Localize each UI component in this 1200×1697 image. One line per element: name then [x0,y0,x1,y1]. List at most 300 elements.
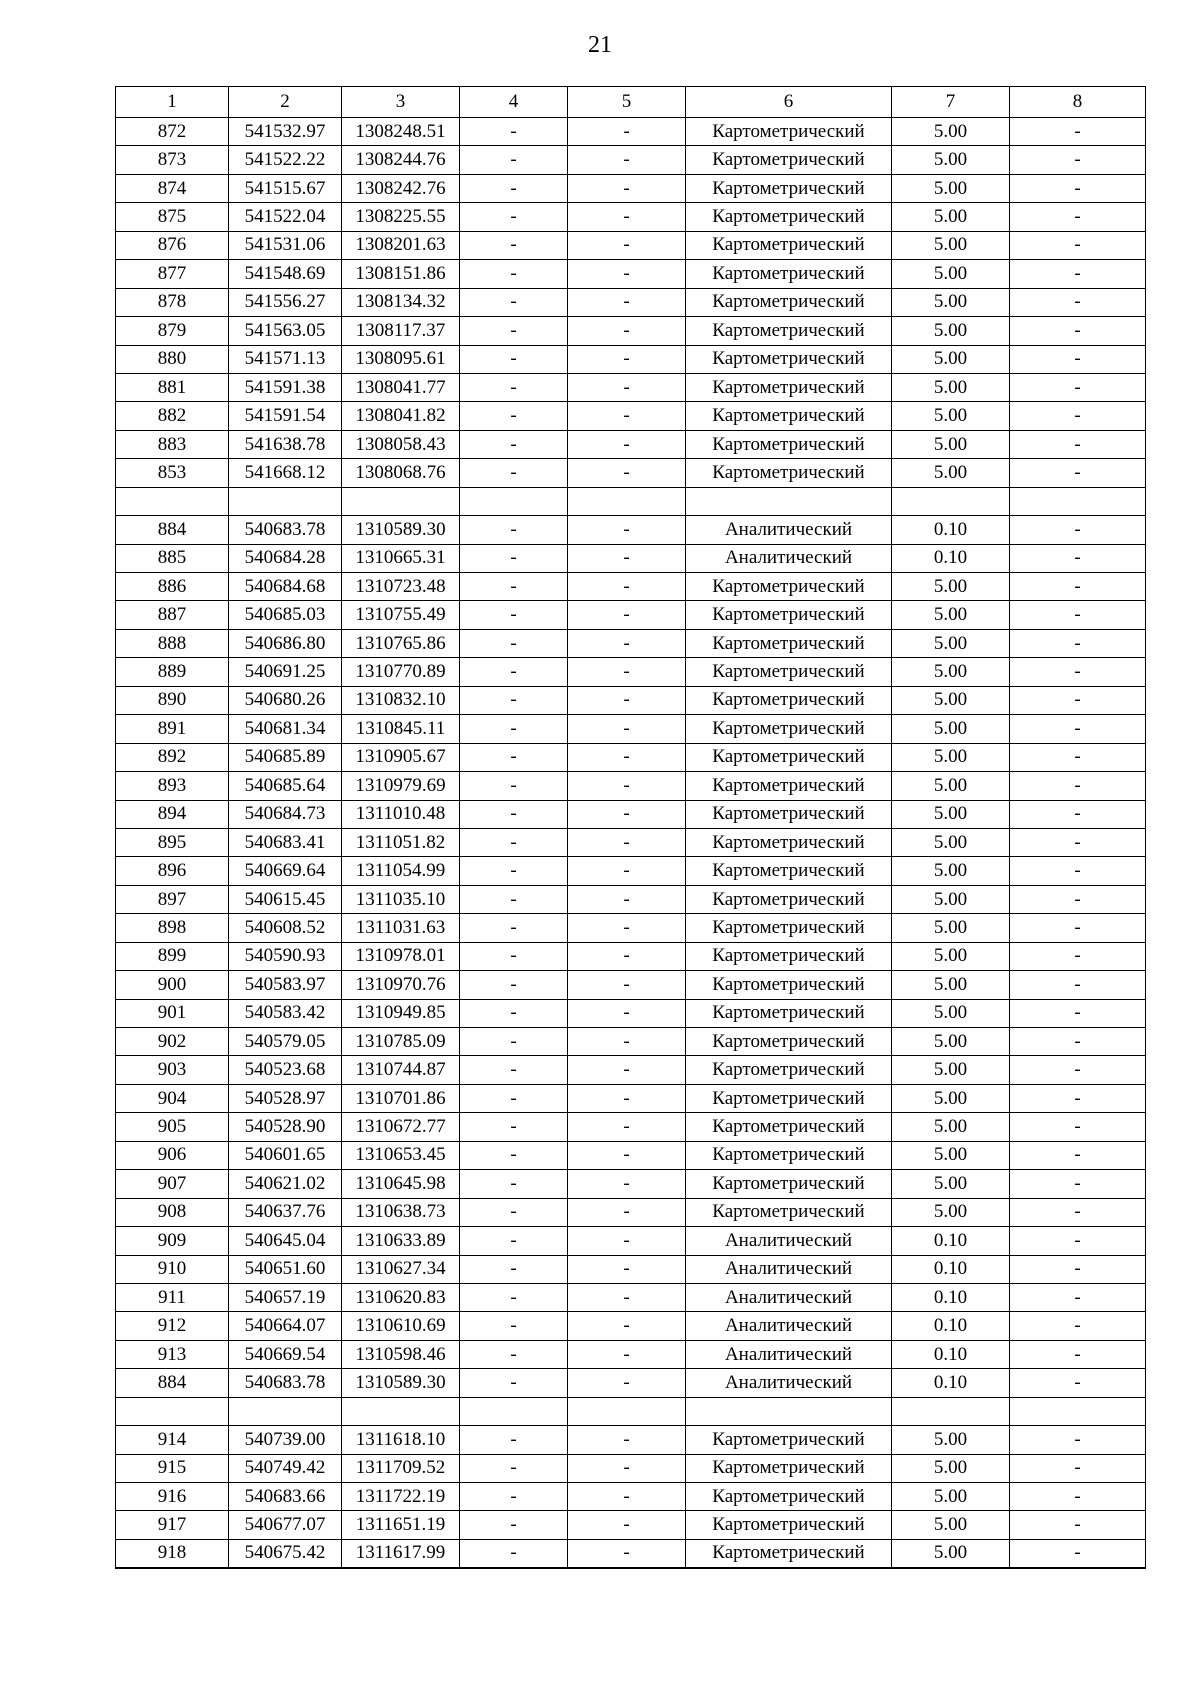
y-coordinate-cell: 1308242.76 [342,174,460,202]
method-cell: Картометрический [686,317,892,345]
y-coordinate-cell: 1311651.19 [342,1511,460,1539]
y-coordinate-cell: 1311010.48 [342,800,460,828]
column-header: 4 [460,87,568,118]
y-coordinate-cell: 1310832.10 [342,686,460,714]
point-number-cell: 908 [116,1198,229,1226]
table-row [116,1369,1146,1397]
y-coordinate-cell: 1310627.34 [342,1255,460,1283]
accuracy-cell: 5.00 [892,373,1010,401]
column-5-cell: - [568,1369,686,1397]
point-number-cell: 916 [116,1483,229,1511]
column-4-cell: - [460,914,568,942]
y-coordinate-cell: 1308095.61 [342,345,460,373]
table-row [116,914,1146,942]
x-coordinate-cell: 541563.05 [229,317,342,345]
table-row [116,1397,1146,1425]
method-cell [686,1397,892,1425]
x-coordinate-cell: 540669.64 [229,857,342,885]
point-number-cell: 914 [116,1426,229,1454]
x-coordinate-cell: 540686.80 [229,629,342,657]
point-number-cell [116,487,229,515]
column-5-cell: - [568,1084,686,1112]
x-coordinate-cell: 540683.66 [229,1483,342,1511]
table-row [116,1312,1146,1340]
table-row [116,1539,1146,1567]
x-coordinate-cell: 541548.69 [229,260,342,288]
column-5-cell [568,487,686,515]
table-header-row [116,87,1146,118]
accuracy-cell: 5.00 [892,573,1010,601]
y-coordinate-cell: 1310845.11 [342,715,460,743]
method-cell: Картометрический [686,601,892,629]
method-cell: Картометрический [686,402,892,430]
column-8-cell: - [1010,1227,1146,1255]
column-4-cell: - [460,1028,568,1056]
accuracy-cell: 0.10 [892,1255,1010,1283]
column-8-cell: - [1010,1483,1146,1511]
method-cell: Аналитический [686,544,892,572]
y-coordinate-cell: 1310949.85 [342,999,460,1027]
point-number-cell: 918 [116,1539,229,1567]
column-8-cell: - [1010,1255,1146,1283]
column-5-cell: - [568,317,686,345]
y-coordinate-cell: 1310665.31 [342,544,460,572]
y-coordinate-cell: 1310978.01 [342,942,460,970]
column-8-cell: - [1010,118,1146,146]
accuracy-cell: 5.00 [892,317,1010,345]
column-4-cell: - [460,345,568,373]
table-row [116,629,1146,657]
y-coordinate-cell: 1311722.19 [342,1483,460,1511]
x-coordinate-cell: 540684.68 [229,573,342,601]
method-cell: Картометрический [686,971,892,999]
point-number-cell: 900 [116,971,229,999]
column-header: 7 [892,87,1010,118]
column-8-cell: - [1010,459,1146,487]
method-cell: Аналитический [686,1369,892,1397]
column-5-cell: - [568,715,686,743]
y-coordinate-cell: 1311054.99 [342,857,460,885]
y-coordinate-cell: 1310645.98 [342,1170,460,1198]
column-4-cell: - [460,544,568,572]
accuracy-cell: 5.00 [892,231,1010,259]
accuracy-cell: 5.00 [892,1084,1010,1112]
column-5-cell: - [568,174,686,202]
column-8-cell: - [1010,373,1146,401]
column-4-cell: - [460,1312,568,1340]
point-number-cell: 915 [116,1454,229,1482]
column-4-cell: - [460,715,568,743]
column-4-cell: - [460,288,568,316]
column-5-cell: - [568,885,686,913]
column-5-cell: - [568,288,686,316]
column-8-cell: - [1010,828,1146,856]
x-coordinate-cell: 540664.07 [229,1312,342,1340]
table-row [116,544,1146,572]
column-8-cell: - [1010,1141,1146,1169]
point-number-cell: 884 [116,1369,229,1397]
x-coordinate-cell: 540739.00 [229,1426,342,1454]
column-4-cell: - [460,828,568,856]
y-coordinate-cell: 1310638.73 [342,1198,460,1226]
x-coordinate-cell: 540685.64 [229,772,342,800]
method-cell: Картометрический [686,430,892,458]
column-8-cell: - [1010,146,1146,174]
column-8-cell: - [1010,772,1146,800]
table-row [116,686,1146,714]
method-cell: Картометрический [686,288,892,316]
method-cell: Картометрический [686,260,892,288]
column-4-cell: - [460,1483,568,1511]
point-number-cell: 888 [116,629,229,657]
accuracy-cell: 5.00 [892,430,1010,458]
column-5-cell: - [568,601,686,629]
y-coordinate-cell: 1310979.69 [342,772,460,800]
method-cell: Картометрический [686,686,892,714]
method-cell: Картометрический [686,942,892,970]
coordinates-table [115,86,1146,1569]
column-8-cell: - [1010,1340,1146,1368]
x-coordinate-cell: 540615.45 [229,885,342,913]
table-row [116,1056,1146,1084]
x-coordinate-cell: 541522.22 [229,146,342,174]
column-4-cell: - [460,942,568,970]
y-coordinate-cell: 1310620.83 [342,1283,460,1311]
y-coordinate-cell: 1310723.48 [342,573,460,601]
y-coordinate-cell: 1308225.55 [342,203,460,231]
point-number-cell: 896 [116,857,229,885]
column-4-cell: - [460,686,568,714]
column-4-cell: - [460,1511,568,1539]
x-coordinate-cell: 540683.41 [229,828,342,856]
x-coordinate-cell: 540657.19 [229,1283,342,1311]
column-4-cell: - [460,174,568,202]
column-8-cell: - [1010,1511,1146,1539]
column-8-cell: - [1010,999,1146,1027]
table-row [116,260,1146,288]
point-number-cell: 903 [116,1056,229,1084]
table-row [116,1198,1146,1226]
column-5-cell: - [568,1312,686,1340]
method-cell: Картометрический [686,629,892,657]
table-body [116,87,1146,1568]
column-5-cell: - [568,743,686,771]
method-cell: Аналитический [686,1255,892,1283]
method-cell: Картометрический [686,118,892,146]
column-4-cell: - [460,146,568,174]
accuracy-cell: 5.00 [892,999,1010,1027]
y-coordinate-cell: 1310755.49 [342,601,460,629]
y-coordinate-cell: 1310589.30 [342,516,460,544]
x-coordinate-cell: 540608.52 [229,914,342,942]
accuracy-cell: 0.10 [892,1312,1010,1340]
x-coordinate-cell: 540590.93 [229,942,342,970]
column-4-cell: - [460,430,568,458]
point-number-cell: 891 [116,715,229,743]
point-number-cell: 882 [116,402,229,430]
table-row [116,857,1146,885]
column-5-cell: - [568,1539,686,1567]
accuracy-cell: 5.00 [892,857,1010,885]
column-5-cell: - [568,1141,686,1169]
column-header: 6 [686,87,892,118]
column-4-cell: - [460,516,568,544]
column-8-cell: - [1010,942,1146,970]
table-row [116,715,1146,743]
column-5-cell: - [568,402,686,430]
accuracy-cell: 5.00 [892,629,1010,657]
x-coordinate-cell: 540675.42 [229,1539,342,1567]
point-number-cell: 875 [116,203,229,231]
table-row [116,1283,1146,1311]
y-coordinate-cell: 1311618.10 [342,1426,460,1454]
column-5-cell: - [568,1426,686,1454]
y-coordinate-cell: 1310765.86 [342,629,460,657]
accuracy-cell: 0.10 [892,516,1010,544]
method-cell: Картометрический [686,658,892,686]
x-coordinate-cell: 541638.78 [229,430,342,458]
y-coordinate-cell: 1308117.37 [342,317,460,345]
table-row [116,174,1146,202]
column-5-cell: - [568,1454,686,1482]
y-coordinate-cell: 1308068.76 [342,459,460,487]
x-coordinate-cell: 540579.05 [229,1028,342,1056]
column-8-cell: - [1010,914,1146,942]
point-number-cell: 904 [116,1084,229,1112]
accuracy-cell: 5.00 [892,174,1010,202]
column-5-cell: - [568,260,686,288]
y-coordinate-cell: 1308151.86 [342,260,460,288]
column-8-cell: - [1010,1454,1146,1482]
accuracy-cell: 5.00 [892,1198,1010,1226]
y-coordinate-cell: 1310610.69 [342,1312,460,1340]
column-4-cell: - [460,402,568,430]
column-header: 3 [342,87,460,118]
column-4-cell: - [460,1056,568,1084]
method-cell: Картометрический [686,231,892,259]
column-header: 1 [116,87,229,118]
accuracy-cell: 5.00 [892,1141,1010,1169]
x-coordinate-cell: 540621.02 [229,1170,342,1198]
column-4-cell: - [460,1255,568,1283]
accuracy-cell: 5.00 [892,1170,1010,1198]
x-coordinate-cell: 540684.73 [229,800,342,828]
x-coordinate-cell: 540583.42 [229,999,342,1027]
method-cell: Картометрический [686,885,892,913]
point-number-cell: 892 [116,743,229,771]
table-row [116,1340,1146,1368]
column-8-cell: - [1010,573,1146,601]
x-coordinate-cell: 541556.27 [229,288,342,316]
point-number-cell: 878 [116,288,229,316]
column-5-cell: - [568,345,686,373]
table-row [116,885,1146,913]
y-coordinate-cell: 1310970.76 [342,971,460,999]
column-5-cell: - [568,1056,686,1084]
accuracy-cell: 5.00 [892,203,1010,231]
column-8-cell: - [1010,743,1146,771]
method-cell: Аналитический [686,516,892,544]
point-number-cell: 913 [116,1340,229,1368]
method-cell: Картометрический [686,203,892,231]
accuracy-cell: 5.00 [892,402,1010,430]
method-cell [686,487,892,515]
method-cell: Аналитический [686,1312,892,1340]
column-5-cell: - [568,373,686,401]
accuracy-cell: 5.00 [892,146,1010,174]
method-cell: Картометрический [686,1141,892,1169]
point-number-cell: 907 [116,1170,229,1198]
point-number-cell: 912 [116,1312,229,1340]
column-4-cell: - [460,885,568,913]
method-cell: Картометрический [686,1483,892,1511]
method-cell: Картометрический [686,1198,892,1226]
column-5-cell: - [568,800,686,828]
column-5-cell: - [568,828,686,856]
point-number-cell: 917 [116,1511,229,1539]
accuracy-cell: 5.00 [892,1056,1010,1084]
point-number-cell: 853 [116,459,229,487]
column-4-cell: - [460,743,568,771]
column-5-cell: - [568,857,686,885]
table-row [116,373,1146,401]
table-row [116,772,1146,800]
table-row [116,231,1146,259]
x-coordinate-cell: 540645.04 [229,1227,342,1255]
column-4-cell: - [460,1283,568,1311]
accuracy-cell: 0.10 [892,1227,1010,1255]
y-coordinate-cell: 1308058.43 [342,430,460,458]
point-number-cell: 899 [116,942,229,970]
column-4-cell: - [460,1170,568,1198]
column-8-cell: - [1010,971,1146,999]
y-coordinate-cell: 1308248.51 [342,118,460,146]
point-number-cell [116,1397,229,1425]
accuracy-cell: 5.00 [892,686,1010,714]
column-8-cell: - [1010,715,1146,743]
table-row [116,1511,1146,1539]
column-8-cell: - [1010,857,1146,885]
y-coordinate-cell [342,1397,460,1425]
column-4-cell: - [460,658,568,686]
method-cell: Картометрический [686,146,892,174]
point-number-cell: 877 [116,260,229,288]
method-cell: Картометрический [686,1113,892,1141]
y-coordinate-cell: 1310701.86 [342,1084,460,1112]
x-coordinate-cell: 540681.34 [229,715,342,743]
table-row [116,942,1146,970]
x-coordinate-cell: 540651.60 [229,1255,342,1283]
table-row [116,146,1146,174]
column-8-cell: - [1010,544,1146,572]
method-cell: Картометрический [686,1454,892,1482]
x-coordinate-cell [229,487,342,515]
method-cell: Картометрический [686,772,892,800]
table-row [116,828,1146,856]
page-number: 21 [588,32,612,58]
x-coordinate-cell: 540523.68 [229,1056,342,1084]
y-coordinate-cell: 1310744.87 [342,1056,460,1084]
column-5-cell: - [568,430,686,458]
table-row [116,743,1146,771]
accuracy-cell: 5.00 [892,1539,1010,1567]
column-5-cell: - [568,146,686,174]
table-row [116,516,1146,544]
accuracy-cell: 5.00 [892,345,1010,373]
point-number-cell: 886 [116,573,229,601]
column-8-cell: - [1010,402,1146,430]
table-row [116,430,1146,458]
x-coordinate-cell: 540691.25 [229,658,342,686]
x-coordinate-cell: 540685.89 [229,743,342,771]
column-8-cell: - [1010,1312,1146,1340]
y-coordinate-cell: 1311035.10 [342,885,460,913]
point-number-cell: 873 [116,146,229,174]
accuracy-cell: 5.00 [892,715,1010,743]
point-number-cell: 872 [116,118,229,146]
point-number-cell: 901 [116,999,229,1027]
column-8-cell: - [1010,658,1146,686]
point-number-cell: 911 [116,1283,229,1311]
x-coordinate-cell: 540680.26 [229,686,342,714]
x-coordinate-cell: 540583.97 [229,971,342,999]
column-4-cell: - [460,260,568,288]
column-4-cell: - [460,1369,568,1397]
column-8-cell: - [1010,1170,1146,1198]
column-5-cell: - [568,516,686,544]
y-coordinate-cell: 1310770.89 [342,658,460,686]
column-5-cell: - [568,1255,686,1283]
table-row [116,1084,1146,1112]
column-4-cell: - [460,1539,568,1567]
column-4-cell: - [460,317,568,345]
point-number-cell: 876 [116,231,229,259]
column-5-cell: - [568,1028,686,1056]
column-5-cell: - [568,118,686,146]
column-5-cell: - [568,203,686,231]
point-number-cell: 874 [116,174,229,202]
column-8-cell: - [1010,260,1146,288]
column-4-cell [460,487,568,515]
point-number-cell: 906 [116,1141,229,1169]
accuracy-cell: 5.00 [892,914,1010,942]
y-coordinate-cell: 1310589.30 [342,1369,460,1397]
point-number-cell: 885 [116,544,229,572]
table-row [116,345,1146,373]
column-4-cell: - [460,601,568,629]
column-5-cell: - [568,1198,686,1226]
accuracy-cell: 5.00 [892,658,1010,686]
column-5-cell: - [568,1483,686,1511]
x-coordinate-cell: 540684.28 [229,544,342,572]
column-8-cell: - [1010,1113,1146,1141]
table-row [116,487,1146,515]
column-8-cell: - [1010,174,1146,202]
column-8-cell: - [1010,203,1146,231]
column-4-cell: - [460,1426,568,1454]
x-coordinate-cell: 540528.97 [229,1084,342,1112]
table-row [116,1170,1146,1198]
x-coordinate-cell: 540637.76 [229,1198,342,1226]
method-cell: Картометрический [686,999,892,1027]
column-8-cell: - [1010,601,1146,629]
accuracy-cell: 5.00 [892,1511,1010,1539]
column-8-cell: - [1010,686,1146,714]
column-header: 2 [229,87,342,118]
x-coordinate-cell: 540749.42 [229,1454,342,1482]
point-number-cell: 897 [116,885,229,913]
table-row [116,971,1146,999]
